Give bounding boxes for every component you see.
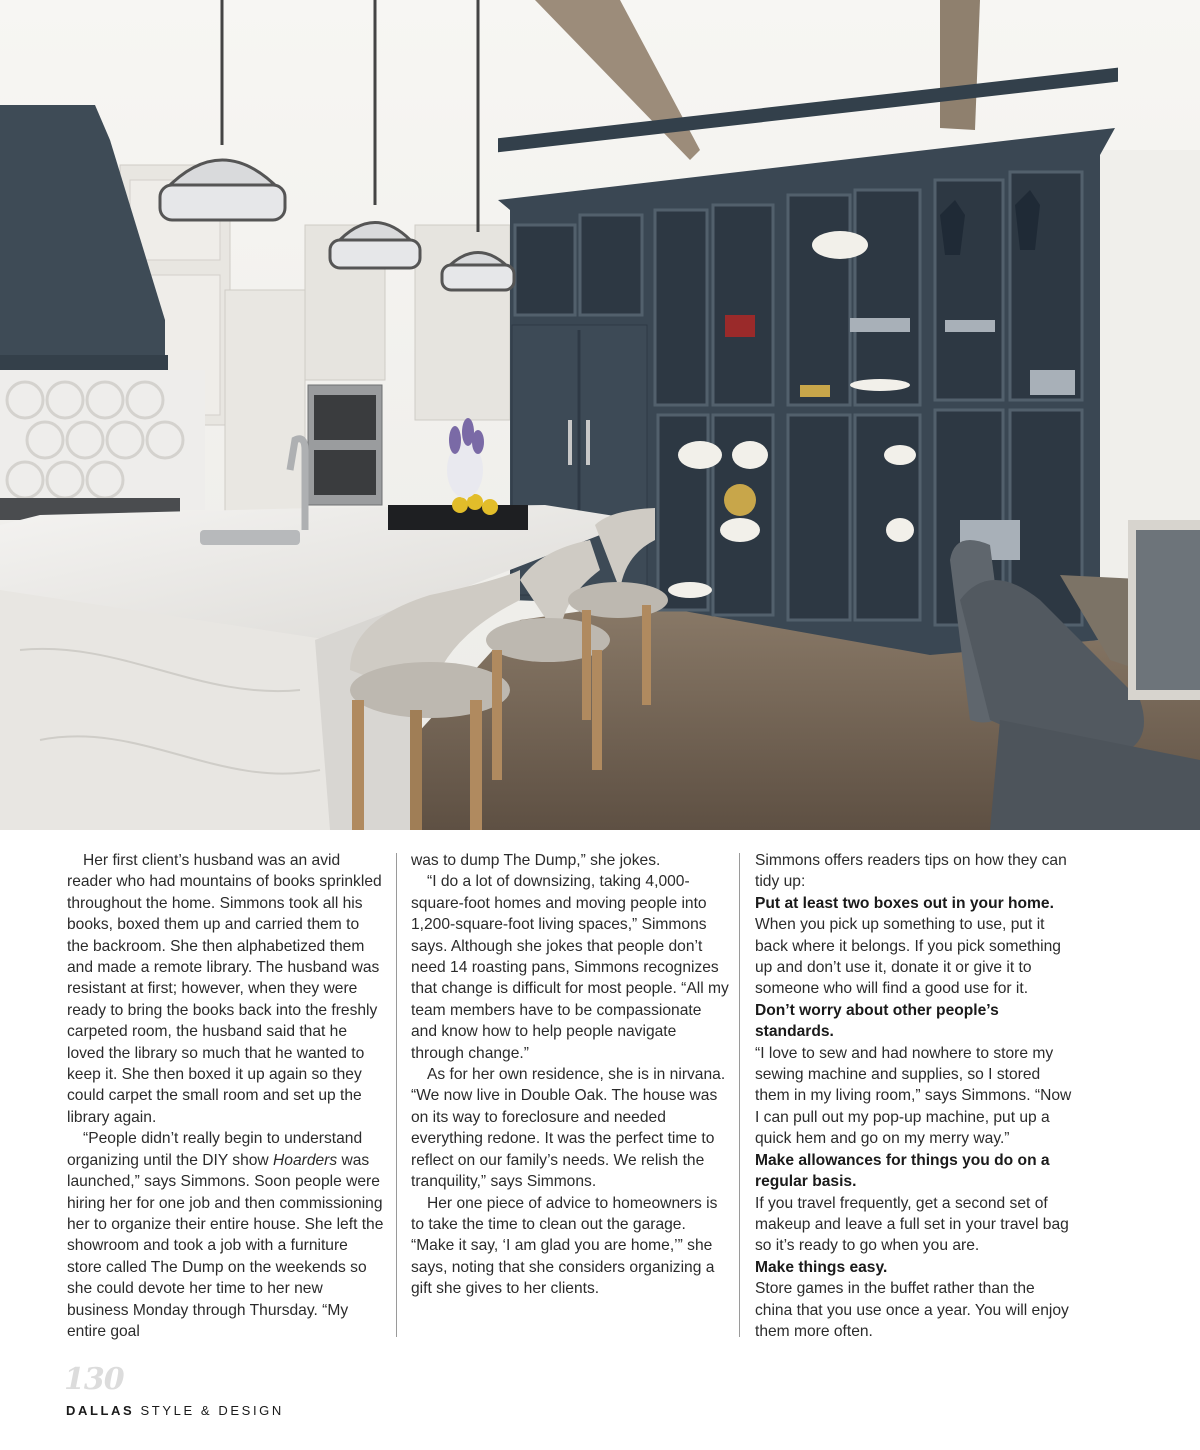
tips-intro: Simmons offers readers tips on how they can tidy up:: [755, 852, 1067, 891]
page-number: 130: [64, 1362, 124, 1397]
text: was launched,” says Simmons. Soon people were hiring her for one job and then commissioning her to organize their entire house. She left the showroom and took a job with a furniture store called The Dump on the weekends so she could devote her time to her new business Monday through Thursday. “My entire goal: [67, 1151, 384, 1340]
tip-heading-text: Put at least two boxes out in your home.: [755, 894, 1054, 912]
column-3: [755, 850, 1075, 1342]
magazine-name-rest: STYLE & DESIGN: [134, 1403, 284, 1418]
paragraph: [67, 1128, 385, 1342]
column-divider: [739, 853, 740, 1337]
article-body: [0, 850, 1200, 1350]
tip-heading-text: Don’t worry about other people’s standards.: [755, 1001, 999, 1041]
column-1: [67, 850, 385, 1342]
paragraph: Her first client’s husband was an avid reader who had mountains of books sprinkled throughout the home. Simmons took all his books, boxed them up and carried them to the backroom. She then alphabetized them and made a remote library. The husband was resistant at first; however, when they were ready to bring the books back into the freshly carpeted room, the husband said that he loved the library so much that he wanted to keep it. She then boxed it up again so they could carpet the small room and set up the library again.: [67, 852, 382, 1126]
paragraph: Her one piece of advice to homeowners is to take the time to clean out the garage. “Make it say, ‘I am glad you are home,’” she says, noting that she considers organizing a gift she gives to her clients.: [411, 1194, 718, 1298]
tip-heading: [755, 893, 1075, 914]
tip-heading: [755, 1000, 1075, 1043]
magazine-name: [66, 1403, 284, 1418]
paragraph: was to dump The Dump,” she jokes.: [411, 852, 661, 869]
tip-body: “I love to sew and had nowhere to store my sewing machine and supplies, so I stored them in my living room,” says Simmons. “Now I can pull out my pop-up machine, put up a quick hem and go on my merry way.”: [755, 1044, 1072, 1148]
tip-body: If you travel frequently, get a second set of makeup and leave a full set in your travel bag so it’s ready to go when you are.: [755, 1194, 1069, 1255]
column-divider: [396, 853, 397, 1337]
tip-heading-text: Make allowances for things you do on a regular basis.: [755, 1151, 1050, 1191]
tip-heading: [755, 1150, 1075, 1193]
tip-heading-text: Make things easy.: [755, 1258, 888, 1276]
ceiling-beam: [940, 0, 980, 130]
magazine-name-bold: DALLAS: [66, 1403, 135, 1418]
show-title: Hoarders: [273, 1151, 338, 1169]
tip-heading: [755, 1257, 1075, 1278]
tip-body: When you pick up something to use, put it back where it belongs. If you pick something up and don’t use it, donate it or give it to someone who will find a good use for it.: [755, 916, 1061, 998]
text: “People didn’t really begin to understand organizing until the DIY show: [67, 1130, 363, 1169]
tip-body: Store games in the buffet rather than the china that you use once a year. You will enjoy them more often.: [755, 1280, 1069, 1340]
paragraph: As for her own residence, she is in nirvana. “We now live in Double Oak. The house was on its way to foreclosure and needed everything redone. It was the perfect time to reflect on our family’s needs. We relish the tranquility,” says Simmons.: [411, 1066, 726, 1191]
paragraph: “I do a lot of downsizing, taking 4,000-square-foot homes and moving people into 1,200-square-foot living spaces,” Simmons says. Although she jokes that people don’t need 14 roasting pans, Simmons recognizes that change is difficult for most people. “All my team members have to be compassionate and know how to help people navigate through change.”: [411, 873, 729, 1062]
column-2: [411, 850, 729, 1300]
